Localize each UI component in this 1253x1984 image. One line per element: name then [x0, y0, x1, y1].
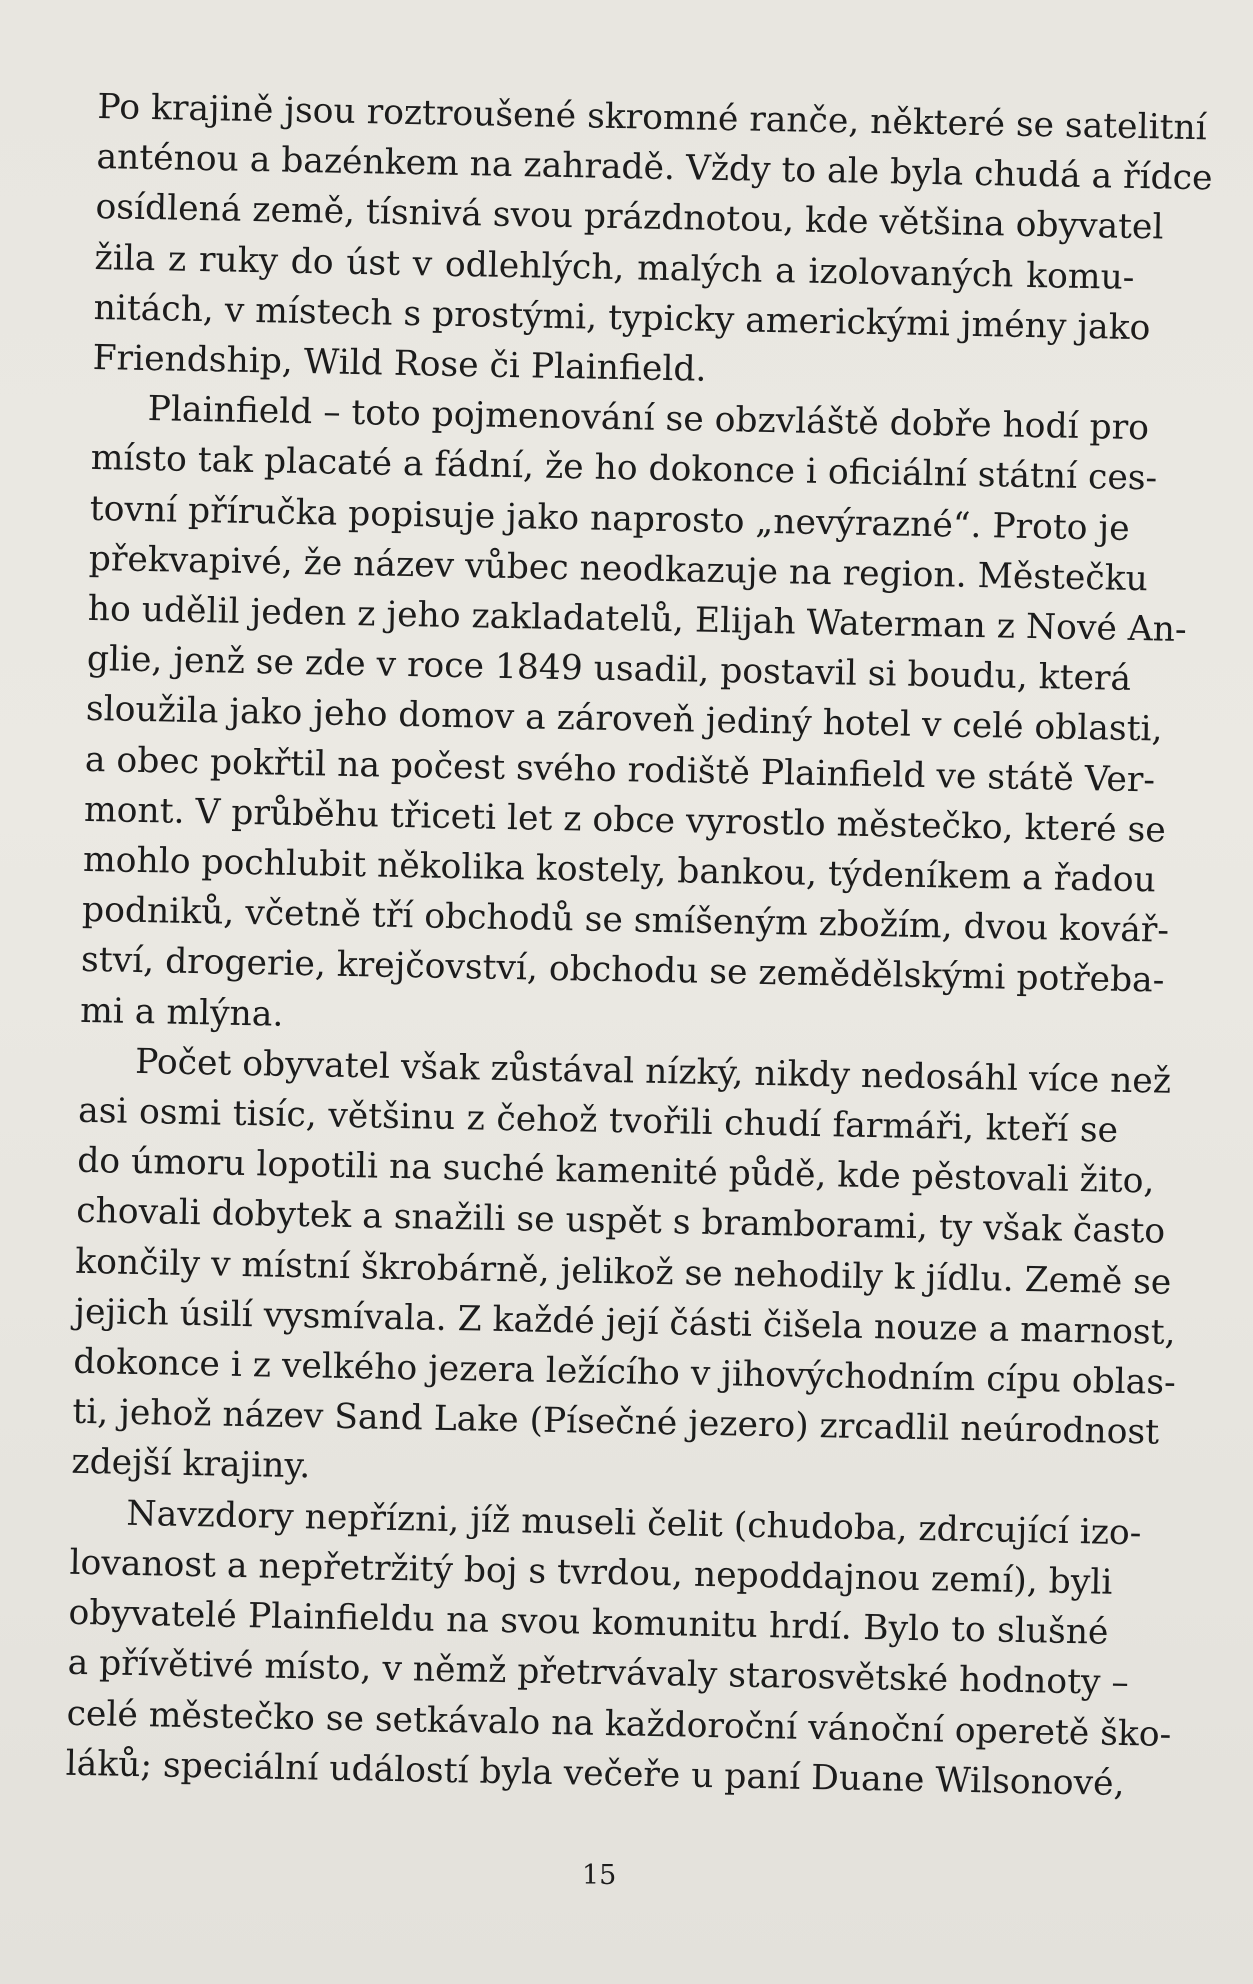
text-line: končily v místní škrobárně, jelikož se nehodily k jídlu. Země se — [74, 1241, 1172, 1303]
text-line: mi a mlýna. — [79, 990, 284, 1035]
text-line: asi osmi tisíc, většinu z čehož tvořili chudí farmáři, kteří se — [77, 1090, 1119, 1151]
text-line: Navzdory nepřízni, jíž museli čelit (chudoba, zdrcující izo- — [126, 1493, 1142, 1553]
text-line: Počet obyvatel však zůstával nízký, nikdy nedosáhl více než — [134, 1041, 1172, 1102]
text-line: glie, jenž se zde v roce 1849 usadil, postavil si boudu, která — [86, 639, 1132, 700]
text-line: láků; speciální událostí byla večeře u paní Duane Wilsonové, — [65, 1743, 1125, 1804]
text-line: lovanost a nepřetržitý boj s tvrdou, nepoddajnou zemí), byli — [69, 1542, 1113, 1603]
text-line: překvapivé, že název vůbec neodkazuje na region. Městečku — [88, 538, 1149, 600]
text-line: nitách, v místech s prostými, typicky americkými jmény jako — [93, 287, 1151, 349]
text-line: jejich úsilí vysmívala. Z každé její části čišela nouze a marnost, — [74, 1291, 1176, 1353]
text-line: Po krajině jsou roztroušené skromné ranče, některé se satelitní — [97, 86, 1208, 149]
text-line: a přívětivé místo, v němž přetrvávaly starosvětské hodnoty – — [67, 1643, 1130, 1704]
text-line: Plainfield – toto pojmenování se obzvláště dobře hodí pro — [147, 389, 1150, 449]
text-line: sloužila jako jeho domov a zároveň jediný hotel v celé oblasti, — [85, 689, 1163, 750]
text-line: Friendship, Wild Rose či Plainfield. — [92, 337, 707, 390]
text-line: mont. V průběhu třiceti let z obce vyrostlo městečko, které se — [83, 789, 1167, 851]
text-line: chovali dobytek a snažili se uspět s bramborami, ty však často — [75, 1191, 1166, 1253]
text-line: žila z ruky do úst v odlehlých, malých a izolovaných komu- — [94, 237, 1135, 298]
text-line: anténou a bazénkem na zahradě. Vždy to ale byla chudá a řídce — [96, 137, 1213, 199]
body-text — [65, 82, 1213, 1809]
text-line: mohlo pochlubit několika kostely, bankou, týdeníkem a řadou — [82, 839, 1157, 901]
text-line: dokonce i z velkého jezera ležícího v jihovýchodním cípu oblas- — [73, 1341, 1177, 1404]
text-line: ství, drogerie, krejčovství, obchodu se zemědělskými potřeba- — [80, 940, 1165, 1002]
text-line: do úmoru lopotili na suché kamenité půdě, kde pěstovali žito, — [76, 1141, 1155, 1202]
text-line: zdejší krajiny. — [71, 1442, 311, 1487]
text-line: celé městečko se setkávalo na každoroční vánoční operetě ško- — [66, 1693, 1172, 1755]
text-line: osídlená země, tísnivá svou prázdnotou, kde většina obyvatel — [95, 187, 1164, 248]
text-line: obyvatelé Plainfieldu na svou komunitu hrdí. Bylo to slušné — [68, 1592, 1109, 1653]
text-line: ho udělil jeden z jeho zakladatelů, Elijah Waterman z Nové An- — [87, 588, 1187, 651]
text-line: a obec pokřtil na počest svého rodiště Plainfield ve státě Ver- — [84, 739, 1156, 801]
text-line: podniků, včetně tří obchodů se smíšeným zbožím, dvou kovář- — [81, 890, 1170, 951]
text-line: tovní příručka popisuje jako naprosto „nevýrazné“. Proto je — [89, 488, 1131, 549]
text-line: ti, jehož název Sand Lake (Písečné jezero) zrcadlil neúrodnost — [72, 1392, 1160, 1453]
page-number: 15 — [582, 1860, 617, 1891]
text-line: místo tak placaté a fádní, že ho dokonce i oficiální státní ces- — [90, 438, 1158, 499]
